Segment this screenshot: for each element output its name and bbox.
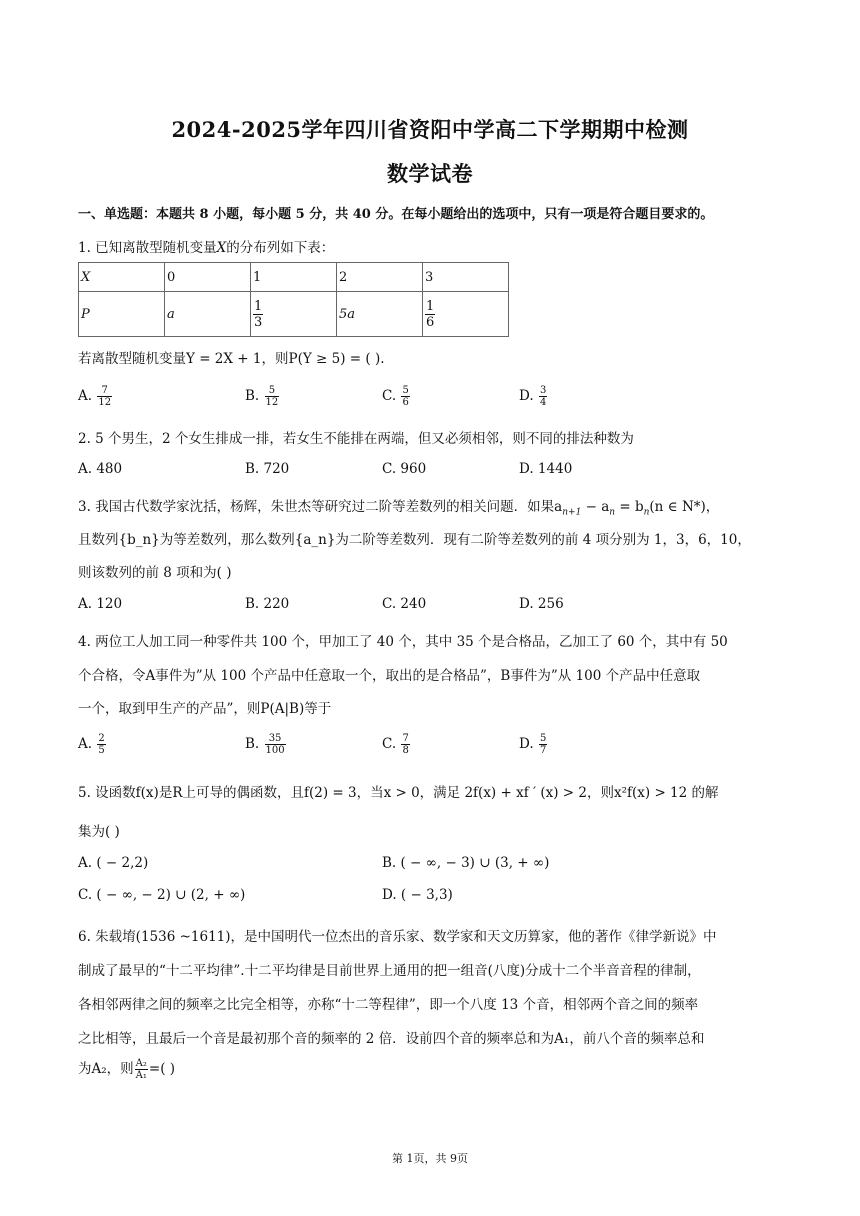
q6-line3: 各相邻两律之间的频率之比完全相等，亦称“十二等程律”，即一个八度 13 个音，相邻两个音之间的频率: [78, 997, 699, 1013]
q1-option-d[interactable]: D. $\frac{3}{4}$: [519, 385, 547, 408]
q3-line2: 且数列{b_n}为等差数列，那么数列{a_n}为二阶等差数列．现有二阶等差数列的前 4 项分别为 1，3，6，10，: [78, 532, 751, 548]
table-cell: 5a: [337, 292, 423, 337]
q3-option-b[interactable]: B. 220: [245, 596, 290, 612]
q4-line3: 一个，取到甲生产的产品”，则P(A|B)等于: [78, 701, 332, 717]
q4-line1: 4. 两位工人加工同一种零件共 100 个，甲加工了 40 个，其中 35 个是合格品，乙加工了 60 个，其中有 50: [78, 634, 728, 650]
q3-line1: 3. 我国古代数学家沈括，杨辉，朱世杰等研究过二阶等差数列的相关问题．如果$a_{n+1} - a_n = b_n(n$ ∈ N*)，: [78, 499, 720, 518]
q6-line1: 6. 朱载堉(1536 ~1611)，是中国明代一位杰出的音乐家、数学家和天文历算家，他的著作《律学新说》中: [78, 929, 717, 945]
table-cell: a: [165, 292, 251, 337]
q3-option-a[interactable]: A. 120: [78, 596, 123, 612]
q6-line4: 之比相等，且最后一个音是最初那个音的频率的 2 倍．设前四个音的频率总和为A₁，前八个音的频率总和: [78, 1031, 705, 1047]
q2-option-d[interactable]: D. 1440: [519, 461, 573, 477]
table-cell: $\frac{1}{3}$: [251, 292, 337, 337]
q4-option-c[interactable]: C. $\frac{7}{8}$: [382, 733, 409, 756]
table-cell: 0: [165, 263, 251, 292]
distribution-table: [78, 262, 509, 337]
q2-stem: 2. 5 个男生，2 个女生排成一排，若女生不能排在两端，但又必须相邻，则不同的排法种数为: [78, 431, 634, 447]
q3-option-c[interactable]: C. 240: [382, 596, 427, 612]
q1-option-c[interactable]: C. $\frac{5}{6}$: [382, 385, 409, 408]
q5-option-a[interactable]: A. ( − 2,2): [78, 855, 149, 871]
q4-line2: 个合格，令A事件为”从 100 个产品中任意取一个，取出的是合格品”，B事件为”从 100 个产品中任意取: [78, 668, 701, 684]
q5-option-c[interactable]: C. ( − ∞, − 2) ∪ (2, + ∞): [78, 887, 246, 903]
table-cell: 1: [251, 263, 337, 292]
q5-option-b[interactable]: B. ( − ∞, − 3) ∪ (3, + ∞): [382, 855, 550, 871]
section-heading: 一、单选题：本题共 8 小题，每小题 5 分，共 40 分。在每小题给出的选项中，只有一项是符合题目要求的。: [78, 207, 714, 222]
q4-option-b[interactable]: B. $\frac{35}{100}$: [245, 733, 285, 756]
q2-option-a[interactable]: A. 480: [78, 461, 123, 477]
q4-option-d[interactable]: D. $\frac{5}{7}$: [519, 733, 547, 756]
q2-option-c[interactable]: C. 960: [382, 461, 427, 477]
q3-option-d[interactable]: D. 256: [519, 596, 564, 612]
q3-line3: 则该数列的前 8 项和为( ): [78, 565, 232, 581]
q1-question: 若离散型随机变量Y = 2X + 1，则P(Y ≥ 5) = ( ).: [78, 351, 385, 367]
table-cell: X: [79, 263, 165, 292]
q1-option-b[interactable]: B. $\frac{5}{12}$: [245, 385, 279, 408]
table-cell: P: [79, 292, 165, 337]
q5-option-d[interactable]: D. ( − 3,3): [382, 887, 453, 903]
exam-subtitle: 数学试卷: [387, 161, 473, 186]
table-cell: $\frac{1}{6}$: [423, 292, 509, 337]
q1-stem: 1. 已知离散型随机变量X的分布列如下表：: [78, 240, 335, 256]
q6-line5: 为A₂，则 $\frac{\text{A₂}}{\text{A₁}}$ =( ): [78, 1058, 176, 1081]
exam-title: 2024-2025学年四川省资阳中学高二下学期期中检测: [171, 117, 689, 142]
q5-line1: 5. 设函数f(x)是R上可导的偶函数，且f(2) = 3，当x > 0，满足 2f(x) + xf ′ (x) > 2，则x²f(x) > 12 的解: [78, 785, 719, 801]
q2-option-b[interactable]: B. 720: [245, 461, 290, 477]
page-footer: 第 1页，共 9页: [392, 1152, 468, 1165]
table-cell: 2: [337, 263, 423, 292]
q6-line2: 制成了最早的“十二平均律”.十二平均律是目前世界上通用的把一组音(八度)分成十二个半音音程的律制，: [78, 963, 701, 979]
table-cell: 3: [423, 263, 509, 292]
q4-option-a[interactable]: A. $\frac{2}{5}$: [78, 733, 105, 756]
q1-option-a[interactable]: A. $\frac{7}{12}$: [78, 385, 112, 408]
q5-line2: 集为( ): [78, 824, 120, 840]
